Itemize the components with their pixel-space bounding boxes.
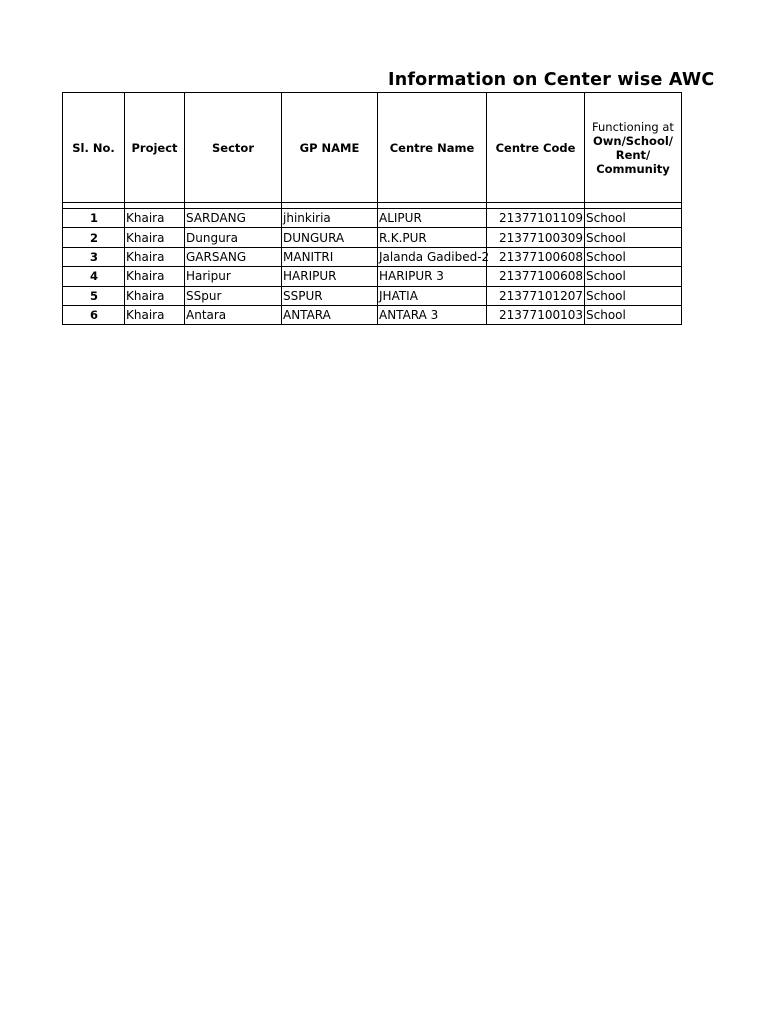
cell-sector: SSpur bbox=[185, 286, 282, 305]
cell-functioning: School bbox=[585, 209, 682, 228]
cell-gp-name: SSPUR bbox=[282, 286, 378, 305]
header-gp-name: GP NAME bbox=[282, 93, 378, 203]
cell-gp-name: MANITRI bbox=[282, 247, 378, 266]
sheet-title: Information on Center wise AWC bbox=[388, 70, 715, 90]
cell-functioning: School bbox=[585, 267, 682, 286]
cell-sector: GARSANG bbox=[185, 247, 282, 266]
header-sl-no: Sl. No. bbox=[63, 93, 125, 203]
cell-project: Khaira bbox=[125, 305, 185, 324]
cell-sector: Haripur bbox=[185, 267, 282, 286]
table-row bbox=[63, 228, 682, 247]
cell-gp-name: jhinkiria bbox=[282, 209, 378, 228]
cell-sl-no: 1 bbox=[63, 209, 125, 228]
cell-project: Khaira bbox=[125, 228, 185, 247]
awc-data-table bbox=[62, 92, 682, 325]
cell-functioning: School bbox=[585, 286, 682, 305]
cell-project: Khaira bbox=[125, 286, 185, 305]
cell-centre-name: JHATIA bbox=[378, 286, 487, 305]
cell-sl-no: 3 bbox=[63, 247, 125, 266]
cell-functioning: School bbox=[585, 247, 682, 266]
cell-centre-code: 21377101207 bbox=[487, 286, 585, 305]
table-row bbox=[63, 305, 682, 324]
cell-centre-name: ANTARA 3 bbox=[378, 305, 487, 324]
header-sector: Sector bbox=[185, 93, 282, 203]
title-clip-region bbox=[62, 68, 715, 94]
cell-sl-no: 5 bbox=[63, 286, 125, 305]
cell-sector: SARDANG bbox=[185, 209, 282, 228]
cell-centre-code: 21377100103 bbox=[487, 305, 585, 324]
cell-centre-code: 21377100608 bbox=[487, 267, 585, 286]
cell-centre-name: ALIPUR bbox=[378, 209, 487, 228]
cell-centre-code: 21377100608 bbox=[487, 247, 585, 266]
cell-functioning: School bbox=[585, 305, 682, 324]
table-row bbox=[63, 286, 682, 305]
cell-sector: Antara bbox=[185, 305, 282, 324]
header-centre-code: Centre Code bbox=[487, 93, 585, 203]
cell-gp-name: DUNGURA bbox=[282, 228, 378, 247]
cell-gp-name: HARIPUR bbox=[282, 267, 378, 286]
header-centre-name: Centre Name bbox=[378, 93, 487, 203]
header-functioning-line1: Functioning at bbox=[592, 119, 674, 134]
header-project: Project bbox=[125, 93, 185, 203]
cell-sl-no: 6 bbox=[63, 305, 125, 324]
cell-centre-code: 21377101109 bbox=[487, 209, 585, 228]
cell-sl-no: 4 bbox=[63, 267, 125, 286]
header-functioning-line3: Rent/ bbox=[615, 147, 651, 162]
cell-project: Khaira bbox=[125, 247, 185, 266]
table-row bbox=[63, 247, 682, 266]
table-row bbox=[63, 209, 682, 228]
header-functioning-line4: Community bbox=[596, 161, 670, 176]
cell-gp-name: ANTARA bbox=[282, 305, 378, 324]
cell-sl-no: 2 bbox=[63, 228, 125, 247]
header-functioning-line2: Own/School/ bbox=[592, 133, 674, 148]
header-row bbox=[63, 93, 682, 203]
header-functioning bbox=[585, 93, 682, 203]
cell-centre-name: R.K.PUR bbox=[378, 228, 487, 247]
cell-project: Khaira bbox=[125, 209, 185, 228]
cell-centre-code: 21377100309 bbox=[487, 228, 585, 247]
cell-project: Khaira bbox=[125, 267, 185, 286]
table-row bbox=[63, 267, 682, 286]
cell-centre-name: HARIPUR 3 bbox=[378, 267, 487, 286]
cell-centre-name: Jalanda Gadibed-2 bbox=[378, 247, 487, 266]
cell-sector: Dungura bbox=[185, 228, 282, 247]
cell-functioning: School bbox=[585, 228, 682, 247]
